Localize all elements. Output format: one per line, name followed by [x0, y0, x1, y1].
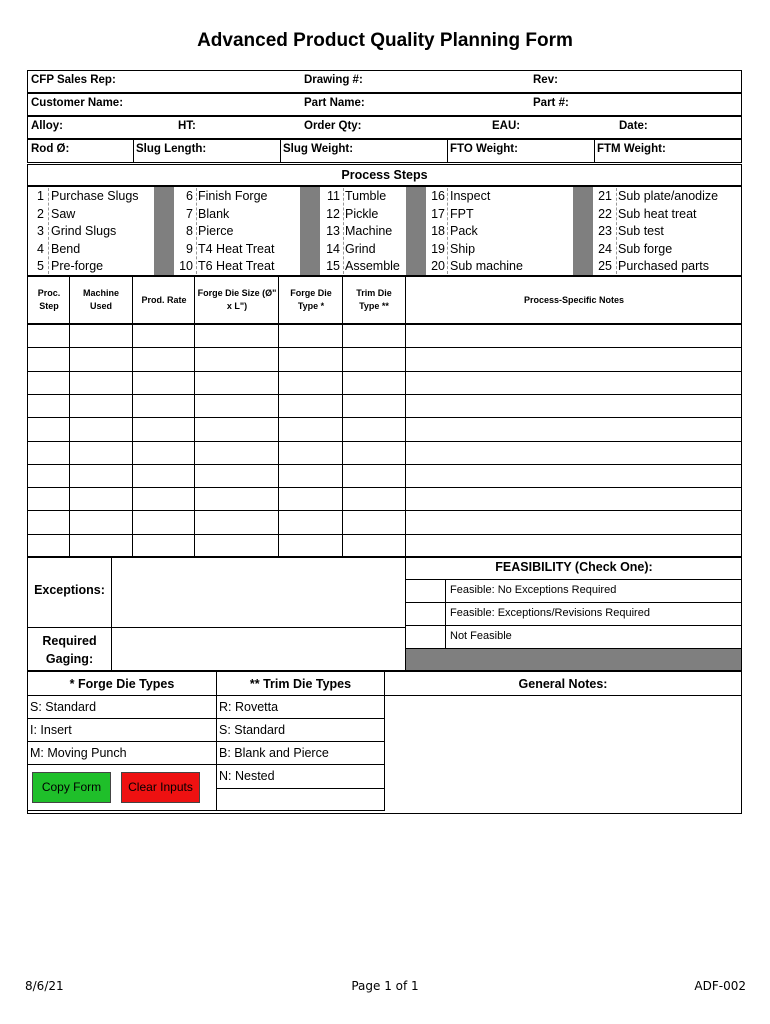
process-step-number: 2	[37, 206, 44, 221]
table-cell[interactable]	[279, 395, 342, 417]
table-cell[interactable]	[133, 488, 194, 510]
slug-weight-label: Slug Weight:	[283, 143, 354, 155]
header-row-4	[27, 139, 742, 163]
process-step-label: Pierce	[198, 224, 234, 239]
table-cell[interactable]	[28, 535, 69, 557]
table-cell[interactable]	[406, 442, 742, 464]
table-cell[interactable]	[343, 465, 405, 487]
table-cell[interactable]	[279, 442, 342, 464]
process-step-number: 14	[326, 241, 340, 256]
table-cell[interactable]	[406, 372, 742, 394]
table-cell[interactable]	[406, 418, 742, 440]
process-step-label: Purchased parts	[618, 259, 710, 274]
table-cell[interactable]	[406, 325, 742, 347]
table-cell[interactable]	[28, 395, 69, 417]
process-step-number: 23	[598, 224, 612, 239]
forge-die-type-insert: I: Insert	[30, 723, 72, 737]
col-prod-rate: Prod. Rate	[141, 295, 187, 305]
col-trim-die-type: Trim Die Type **	[356, 288, 392, 311]
rod-diameter-label: Rod Ø:	[31, 143, 70, 155]
process-step-number: 19	[431, 241, 445, 256]
table-cell[interactable]	[28, 488, 69, 510]
table-cell[interactable]	[343, 511, 405, 533]
table-cell[interactable]	[28, 372, 69, 394]
table-cell[interactable]	[70, 465, 132, 487]
table-cell[interactable]	[195, 418, 278, 440]
slug-length-label: Slug Length:	[136, 143, 207, 155]
process-step-label: Sub plate/anodize	[618, 189, 719, 203]
process-step-number: 10	[179, 259, 193, 274]
process-step-number: 8	[186, 224, 193, 239]
clear-inputs-button[interactable]: Clear Inputs	[121, 772, 200, 803]
table-cell[interactable]	[406, 465, 742, 487]
process-step-label: Saw	[51, 206, 76, 221]
header-row-2	[27, 93, 742, 116]
table-cell[interactable]	[70, 372, 132, 394]
process-step-label: T6 Heat Treat	[198, 259, 275, 274]
table-cell[interactable]	[133, 395, 194, 417]
table-cell[interactable]	[195, 395, 278, 417]
table-cell[interactable]	[195, 535, 278, 557]
col-forge-die-size: Forge Die Size (Ø" x L")	[197, 288, 277, 311]
col-forge-die-type: Forge Die Type *	[290, 288, 332, 311]
process-step-number: 22	[598, 206, 612, 221]
header-row-1	[27, 70, 742, 93]
table-cell[interactable]	[28, 465, 69, 487]
process-step-label: Grind	[345, 241, 376, 256]
table-cell[interactable]	[133, 418, 194, 440]
rev-label: Rev:	[533, 74, 558, 86]
feasibility-option-2: Feasible: Exceptions/Revisions Required	[450, 607, 650, 619]
process-step-label: T4 Heat Treat	[198, 241, 275, 256]
process-step-number: 18	[431, 224, 445, 239]
table-cell[interactable]	[133, 372, 194, 394]
process-steps-title: Process Steps	[341, 168, 428, 182]
process-step-label: Grind Slugs	[51, 224, 117, 239]
table-cell[interactable]	[343, 325, 405, 347]
feasibility-option-1: Feasible: No Exceptions Required	[450, 584, 617, 596]
part-name-label: Part Name:	[304, 97, 365, 109]
process-steps-header	[27, 164, 742, 186]
process-step-label: Sub machine	[450, 259, 523, 274]
table-cell[interactable]	[195, 511, 278, 533]
process-step-label: Purchase Slugs	[51, 189, 139, 203]
table-cell[interactable]	[28, 418, 69, 440]
trim-die-type-blank-pierce: B: Blank and Pierce	[219, 746, 329, 760]
table-cell[interactable]	[70, 535, 132, 557]
table-cell[interactable]	[28, 348, 69, 370]
table-cell[interactable]	[133, 442, 194, 464]
table-cell[interactable]	[70, 418, 132, 440]
process-step-number: 16	[431, 189, 445, 203]
process-step-label: Blank	[198, 206, 230, 221]
table-cell[interactable]	[28, 442, 69, 464]
table-cell[interactable]	[70, 325, 132, 347]
table-cell[interactable]	[70, 348, 132, 370]
eau-label: EAU:	[492, 120, 521, 132]
process-step-number: 9	[186, 241, 193, 256]
table-cell[interactable]	[133, 535, 194, 557]
table-cell[interactable]	[343, 488, 405, 510]
drawing-number-label: Drawing #:	[304, 74, 363, 86]
process-step-label: Pre-forge	[51, 259, 104, 274]
process-step-number: 17	[431, 206, 445, 221]
trim-die-type-standard: S: Standard	[219, 723, 286, 737]
required-gaging-label: Required Gaging:	[42, 634, 97, 666]
process-step-number: 4	[37, 241, 44, 256]
process-step-number: 24	[598, 241, 612, 256]
process-step-label: Finish Forge	[198, 189, 268, 203]
process-step-number: 7	[186, 206, 193, 221]
header-row-3	[27, 116, 742, 139]
process-step-label: Bend	[51, 241, 81, 256]
ht-label: HT:	[178, 120, 196, 132]
footer-code: ADF-002	[694, 979, 746, 993]
table-cell[interactable]	[343, 348, 405, 370]
date-label: Date:	[619, 120, 648, 132]
part-number-label: Part #:	[533, 97, 569, 109]
fto-weight-label: FTO Weight:	[450, 143, 518, 155]
forge-die-type-moving-punch: M: Moving Punch	[30, 746, 127, 760]
forge-die-type-standard: S: Standard	[30, 700, 97, 714]
process-step-number: 6	[186, 189, 193, 203]
feasible-no-exceptions-checkbox[interactable]	[406, 580, 445, 602]
process-step-label: Tumble	[345, 189, 387, 203]
feasible-exceptions-checkbox[interactable]	[406, 603, 445, 625]
exceptions-label: Exceptions:	[34, 583, 105, 597]
alloy-label: Alloy:	[31, 120, 63, 132]
table-cell[interactable]	[279, 418, 342, 440]
required-gaging-input[interactable]	[112, 628, 404, 670]
table-cell[interactable]	[195, 442, 278, 464]
process-step-label: Pickle	[345, 206, 379, 221]
table-cell[interactable]	[343, 442, 405, 464]
col-proc-step: Proc. Step	[37, 288, 61, 311]
footer-date: 8/6/21	[25, 979, 64, 993]
table-cell[interactable]	[406, 395, 742, 417]
process-step-number: 20	[431, 259, 445, 274]
table-cell[interactable]	[195, 372, 278, 394]
process-step-label: Assemble	[345, 259, 400, 274]
table-cell[interactable]	[343, 418, 405, 440]
exceptions-input[interactable]	[112, 558, 404, 626]
table-cell[interactable]	[195, 348, 278, 370]
process-step-label: Ship	[450, 241, 476, 256]
process-step-number: 13	[326, 224, 340, 239]
table-cell[interactable]	[279, 372, 342, 394]
page-title: Advanced Product Quality Planning Form	[197, 30, 573, 51]
process-step-number: 12	[326, 206, 340, 221]
feasibility-option-3: Not Feasible	[450, 630, 512, 642]
table-cell[interactable]	[343, 395, 405, 417]
process-step-label: Inspect	[450, 189, 491, 203]
process-step-label: Pack	[450, 224, 478, 239]
table-cell[interactable]	[406, 348, 742, 370]
table-cell[interactable]	[279, 511, 342, 533]
table-cell[interactable]	[279, 488, 342, 510]
table-cell[interactable]	[70, 488, 132, 510]
general-notes-input[interactable]	[386, 697, 740, 811]
process-step-number: 11	[327, 189, 340, 203]
table-cell[interactable]	[406, 488, 742, 510]
process-step-label: Sub heat treat	[618, 206, 697, 221]
table-cell[interactable]	[195, 325, 278, 347]
col-machine-used: Machine Used	[82, 288, 119, 311]
table-cell[interactable]	[28, 511, 69, 533]
table-cell[interactable]	[195, 488, 278, 510]
cfp-sales-rep-label: CFP Sales Rep:	[31, 74, 116, 86]
process-step-number: 25	[598, 259, 612, 274]
process-step-label: Sub forge	[618, 241, 673, 256]
forge-die-types-title: * Forge Die Types	[69, 677, 175, 691]
customer-name-label: Customer Name:	[31, 97, 124, 109]
copy-form-button[interactable]: Copy Form	[32, 772, 111, 803]
table-cell[interactable]	[28, 325, 69, 347]
process-step-label: Sub test	[618, 224, 664, 239]
table-cell[interactable]	[279, 535, 342, 557]
process-step-number: 15	[326, 259, 340, 274]
table-cell[interactable]	[279, 348, 342, 370]
footer-page: Page 1 of 1	[351, 979, 419, 993]
col-process-notes: Process-Specific Notes	[523, 295, 625, 305]
table-cell[interactable]	[195, 465, 278, 487]
table-cell[interactable]	[70, 442, 132, 464]
table-cell[interactable]	[279, 465, 342, 487]
table-cell[interactable]	[133, 325, 194, 347]
table-cell[interactable]	[70, 395, 132, 417]
table-cell[interactable]	[406, 535, 742, 557]
general-notes-title: General Notes:	[518, 677, 608, 691]
table-cell[interactable]	[133, 511, 194, 533]
trim-die-type-rovetta: R: Rovetta	[219, 700, 279, 714]
trim-die-types-title: ** Trim Die Types	[249, 677, 352, 691]
process-step-label: Machine	[345, 224, 393, 239]
table-cell[interactable]	[279, 325, 342, 347]
process-step-number: 21	[598, 189, 612, 203]
table-cell[interactable]	[133, 348, 194, 370]
process-step-number: 1	[37, 189, 44, 203]
not-feasible-checkbox[interactable]	[406, 626, 445, 648]
order-qty-label: Order Qty:	[304, 120, 362, 132]
table-cell[interactable]	[343, 372, 405, 394]
trim-die-type-nested: N: Nested	[219, 769, 275, 783]
table-cell[interactable]	[343, 535, 405, 557]
process-step-number: 5	[37, 259, 44, 274]
table-cell[interactable]	[70, 511, 132, 533]
process-step-label: FPT	[450, 206, 474, 221]
table-cell[interactable]	[406, 511, 742, 533]
feasibility-title: FEASIBILITY (Check One):	[495, 560, 653, 574]
ftm-weight-label: FTM Weight:	[597, 143, 666, 155]
process-step-number: 3	[37, 224, 44, 239]
table-cell[interactable]	[133, 465, 194, 487]
